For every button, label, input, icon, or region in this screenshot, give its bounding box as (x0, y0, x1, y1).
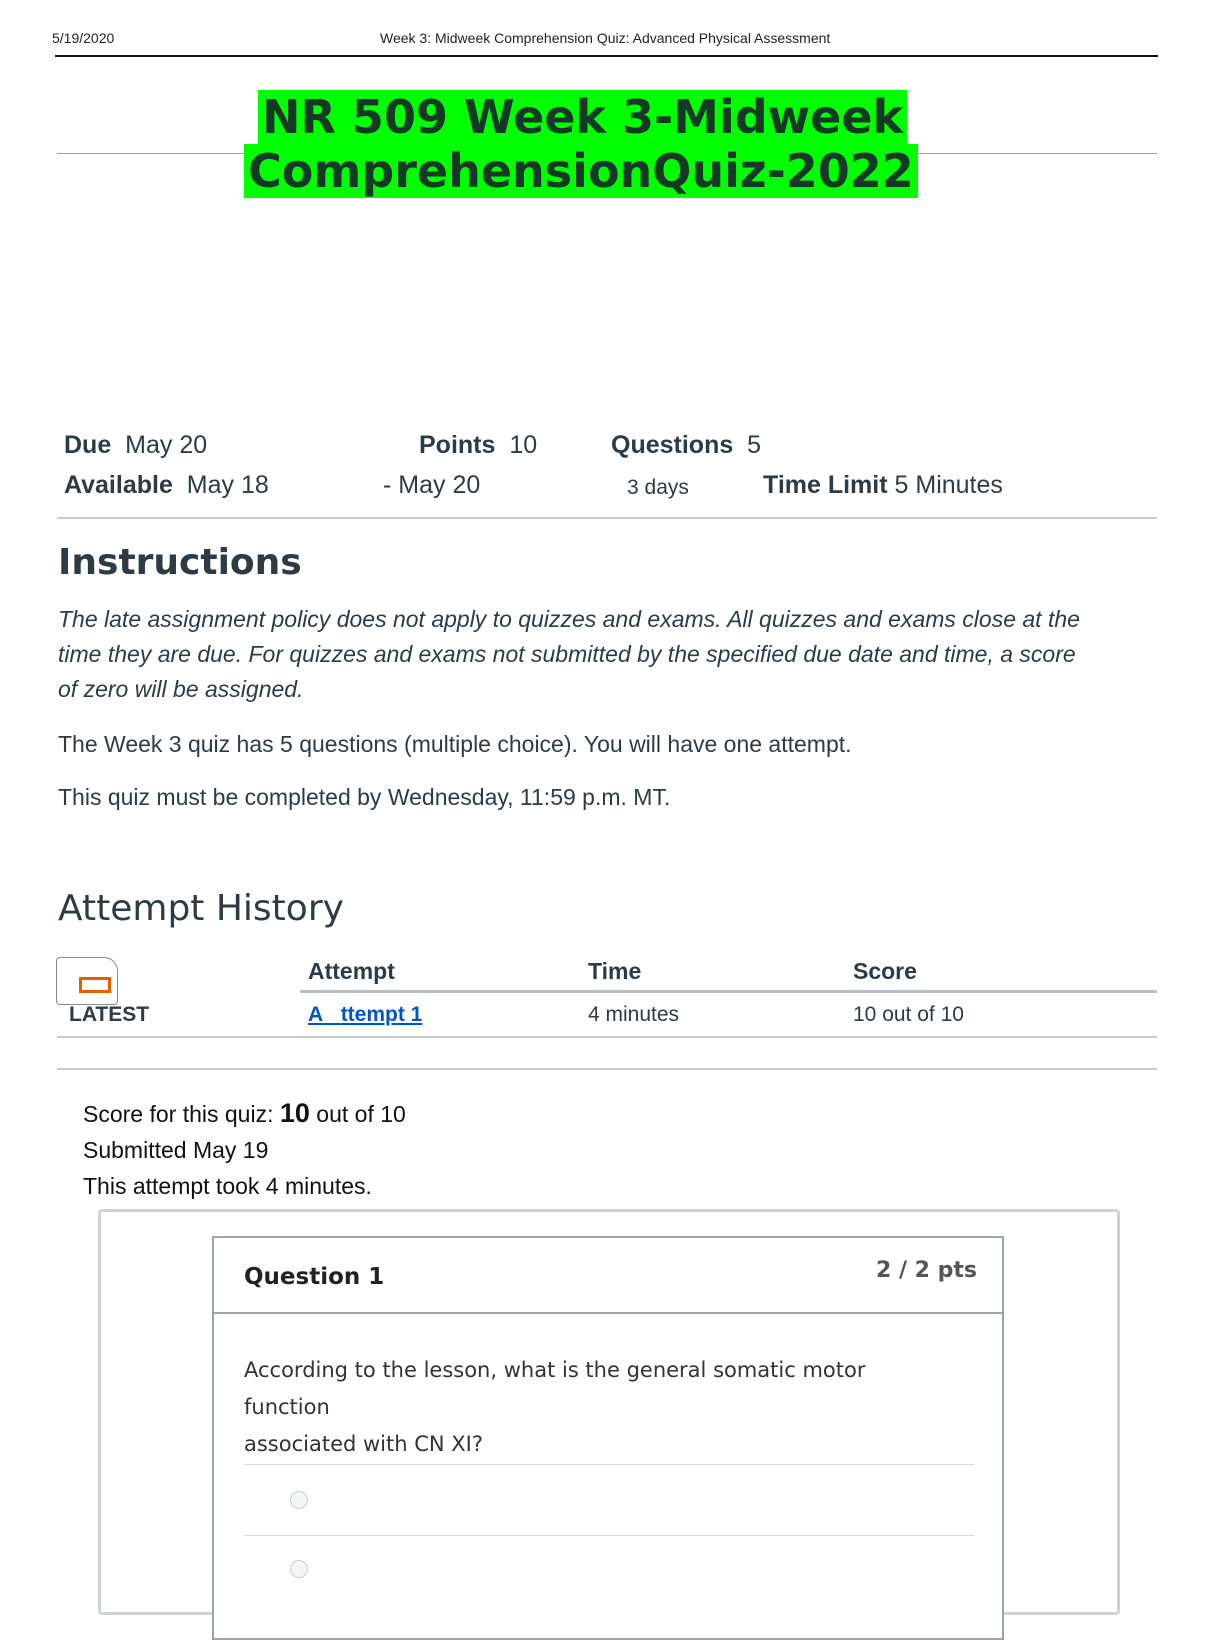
answer-radio[interactable] (290, 1491, 308, 1509)
print-page-title: Week 3: Midweek Comprehension Quiz: Advanced Physical Assessment (380, 30, 831, 46)
question-points: 2 / 2 pts (876, 1258, 977, 1283)
time-limit-field: Time Limit 5 Minutes (763, 471, 1003, 499)
table-header-divider (300, 990, 1157, 993)
table-bottom-divider (57, 1036, 1157, 1038)
points-field: Points 10 (419, 431, 538, 459)
question-card (212, 1236, 1004, 1640)
column-header-time: Time (588, 958, 642, 984)
answer-radio[interactable] (290, 1560, 308, 1578)
column-header-attempt: Attempt (308, 958, 395, 984)
attempt-history-heading: Attempt History (58, 888, 344, 929)
attempt-time: 4 minutes (588, 1003, 680, 1026)
deadline-text: This quiz must be completed by Wednesday, 11:59 p.m. MT. (58, 784, 671, 810)
answer-divider (244, 1464, 974, 1465)
meta-divider (57, 517, 1157, 519)
column-header-score: Score (853, 958, 917, 984)
question-header (214, 1238, 1002, 1314)
available-field: Available May 18 (64, 471, 269, 499)
attempt-duration: This attempt took 4 minutes. (83, 1173, 372, 1199)
available-end: - May 20 (383, 471, 481, 499)
latest-label: LATEST (69, 1003, 150, 1026)
print-date: 5/19/2020 (52, 30, 115, 46)
header-divider (55, 55, 1158, 57)
submitted-date: Submitted May 19 (83, 1137, 269, 1163)
instructions-heading: Instructions (58, 542, 302, 583)
attempt-score: 10 out of 10 (853, 1003, 964, 1026)
quiz-info-text: The Week 3 quiz has 5 questions (multiple choice). You will have one attempt. (58, 731, 852, 757)
attempt-1-link[interactable]: A ttempt 1 (308, 1003, 423, 1026)
available-duration: 3 days (627, 476, 689, 499)
answer-divider (244, 1535, 974, 1536)
quiz-score: Score for this quiz: 10 out of 10 (83, 1098, 406, 1128)
table-row (56, 996, 1157, 1036)
due-field: Due May 20 (64, 431, 208, 459)
questions-field: Questions 5 (611, 431, 762, 459)
document-title-line2: ComprehensionQuiz-2022 (244, 144, 918, 198)
question-title: Question 1 (244, 1264, 385, 1290)
question-text: According to the lesson, what is the general somatic motor function associated with CN XI? (244, 1358, 866, 1456)
summary-divider (57, 1068, 1157, 1070)
document-title-line1: NR 509 Week 3-Midweek (258, 90, 907, 144)
late-policy-text: The late assignment policy does not apply to quizzes and exams. All quizzes and exams close at the time they are due. For quizzes and exams not submitted by the specified due date and time, a score of zero will be assigned. (58, 606, 1080, 702)
